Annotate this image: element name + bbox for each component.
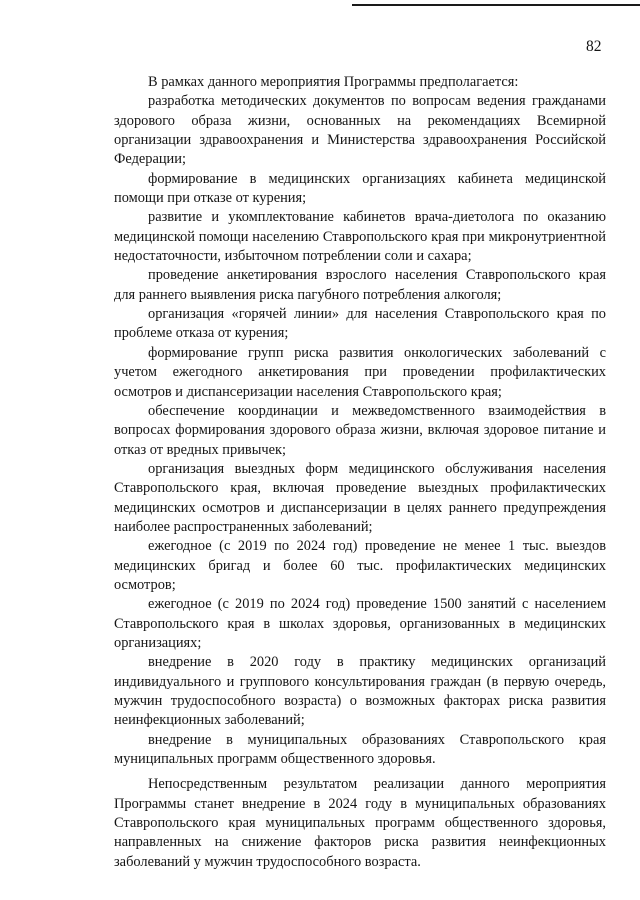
list-item-municipal-programs: внедрение в муниципальных образованиях Ставропольского края муниципальных программ общественного здоровья.	[114, 731, 606, 768]
paragraph-intro: В рамках данного мероприятия Программы предполагается:	[148, 74, 519, 90]
list-item-dietitian-cabinets: развитие и укомплектование кабинетов врача-диетолога по оказанию медицинской помощи населению Ставропольского края при микронутриентной недостаточности, избыточном потреблении соли и сахара;	[114, 209, 606, 265]
list-item-hotline: организация «горячей линии» для населения Ставропольского края по проблеме отказа от курения;	[114, 306, 606, 342]
list-item-oncology-risk-groups: формирование групп риска развития онкологических заболеваний с учетом ежегодного анкетирования при проведении профилактических осмотров и диспансеризации населения Ставропольского края;	[114, 344, 606, 400]
list-item-coordination: обеспечение координации и межведомственного взаимодействия в вопросах формирования здорового образа жизни, включая здоровое питание и отказ от вредных привычек;	[114, 402, 606, 458]
list-item-mobile-services: организация выездных форм медицинского обслуживания населения Ставропольского края, включая проведение выездных профилактических медицинских осмотров и диспансеризации в целях раннего предупреждения наиболее распространенных заболеваний;	[114, 460, 606, 535]
list-item-methodical-documents: разработка методических документов по вопросам ведения гражданами здорового образа жизни, основанных на рекомендациях Всемирной организации здравоохранения и Министерства здравоохранения Российской Федерации;	[114, 93, 606, 168]
list-item-smoking-cabinet: формирование в медицинских организациях кабинета медицинской помощи при отказе от курения;	[114, 170, 606, 207]
list-item-mobile-brigades: ежегодное (с 2019 по 2024 год) проведение не менее 1 тыс. выездов медицинских бригад и более 60 тыс. профилактических медицинских осмотров;	[114, 538, 606, 593]
list-item-health-schools: ежегодное (с 2019 по 2024 год) проведение 1500 занятий с населением Ставропольского края в школах здоровья, организованных в медицинских организациях;	[114, 596, 606, 651]
list-item-counseling: внедрение в 2020 году в практику медицинских организаций индивидуального и группового консультирования граждан (в первую очередь, мужчин трудоспособного возраста) о возможных факторах риска развития неинфекционных заболеваний;	[114, 654, 606, 729]
list-item-alcohol-survey: проведение анкетирования взрослого населения Ставропольского края для раннего выявления риска пагубного потребления алкоголя;	[114, 267, 606, 303]
paragraph-result: Непосредственным результатом реализации данного мероприятия Программы станет внедрение в 2024 году в муниципальных образованиях Ставропольского края муниципальных программ общественного здоровья, направленных на снижение факторов риска развития неинфекционных заболеваний у мужчин трудоспособного возраста.	[114, 776, 606, 870]
top-border-line	[352, 4, 640, 6]
page-number: 82	[586, 38, 602, 55]
document-body	[114, 73, 606, 872]
